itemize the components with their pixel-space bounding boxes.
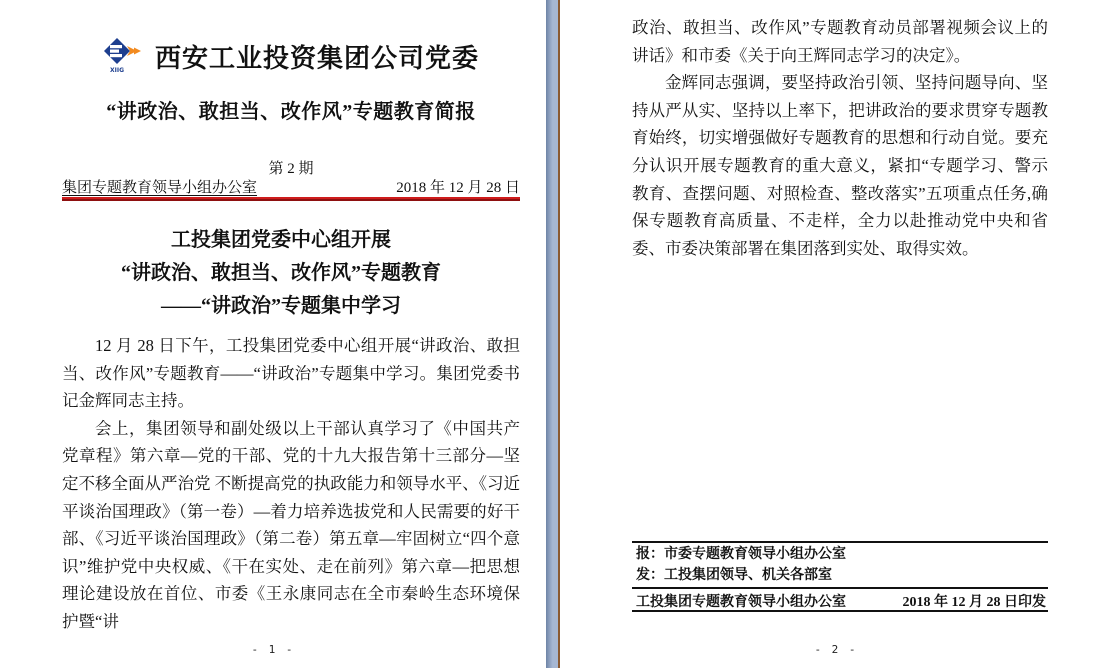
- article-title-line-3: ——“讲政治”专题集中学习: [161, 295, 401, 317]
- issue-number: 第 2 期: [268, 161, 314, 177]
- imprint-issuer: 工投集团专题教育领导小组办公室: [636, 595, 846, 610]
- article-title-line-2: “讲政治、敢担当、改作风”专题教育: [121, 262, 441, 284]
- page-1: [0, 0, 546, 668]
- issue-date: 2018 年 12 月 28 日: [396, 180, 520, 196]
- distribute-to-line: 发：工投集团领导、机关各部室: [636, 568, 832, 583]
- article-body-page-2: [632, 14, 1048, 262]
- paragraph: 会上，集团领导和副处级以上干部认真学习了《中国共产党章程》第六章—党的干部、党的十九大报告第十三部分—坚定不移全面从严治党 不断提高党的执政能力和领导水平、《习近平谈治国理政》（第一卷）—着力培养选拔党和人民需要的好干部、《习近平谈治国理政》（第二卷）第五章—牢固树立“四个意识”维护党中央权威、《干在实处、走在前列》第六章—把思想理论建设放在首位、市委《王永康同志在全市秦岭生态环境保护暨“讲: [62, 418, 520, 631]
- imprint-print-date: 2018 年 12 月 28 日印发: [902, 595, 1046, 610]
- page-divider: [546, 0, 558, 668]
- page-number-2: - 2 -: [814, 643, 858, 656]
- issuing-office: 集团专题教育领导小组办公室: [62, 180, 258, 196]
- bulletin-footer: [632, 541, 1048, 612]
- paragraph: 12 月 28 日下午，工投集团党委中心组开展“讲政治、敢担当、改作风”专题教育——“讲政治”专题集中学习。集团党委书记金辉同志主持。: [62, 336, 520, 411]
- issue-info-row: [62, 179, 520, 197]
- bulletin-title: “讲政治、敢担当、改作风”专题教育简报: [106, 101, 476, 123]
- page-2: [560, 0, 1112, 668]
- masthead-red-rule: [62, 197, 520, 201]
- imprint-line: [632, 589, 1048, 612]
- report-to-line: 报：市委专题教育领导小组办公室: [636, 547, 846, 562]
- article-title-line-1: 工投集团党委中心组开展: [171, 229, 391, 251]
- org-title: 西安工业投资集团公司党委: [154, 43, 479, 73]
- logo-caption: XIIG: [109, 67, 124, 74]
- article-body-page-1: [62, 332, 520, 636]
- masthead: [62, 36, 520, 76]
- org-logo-icon: [103, 36, 145, 76]
- paragraph: 金辉同志强调，要坚持政治引领、坚持问题导向、坚持从严从实、坚持以上率下，把讲政治的要求贯穿专题教育始终，切实增强做好专题教育的思想和行动自觉。要充分认识开展专题教育的重大意义，紧扣“专题学习、警示教育、查摆问题、对照检查、整改落实”五项重点任务,确保专题教育高质量、不走样，全力以赴推动党中央和省委、市委决策部署在集团落到实处、取得实效。: [632, 73, 1048, 258]
- paragraph-continuation: 政治、敢担当、改作风”专题教育动员部署视频会议上的讲话》和市委《关于向王辉同志学习的决定》。: [632, 18, 1048, 65]
- page-number-1: - 1 -: [251, 643, 295, 656]
- article-title: [42, 224, 520, 323]
